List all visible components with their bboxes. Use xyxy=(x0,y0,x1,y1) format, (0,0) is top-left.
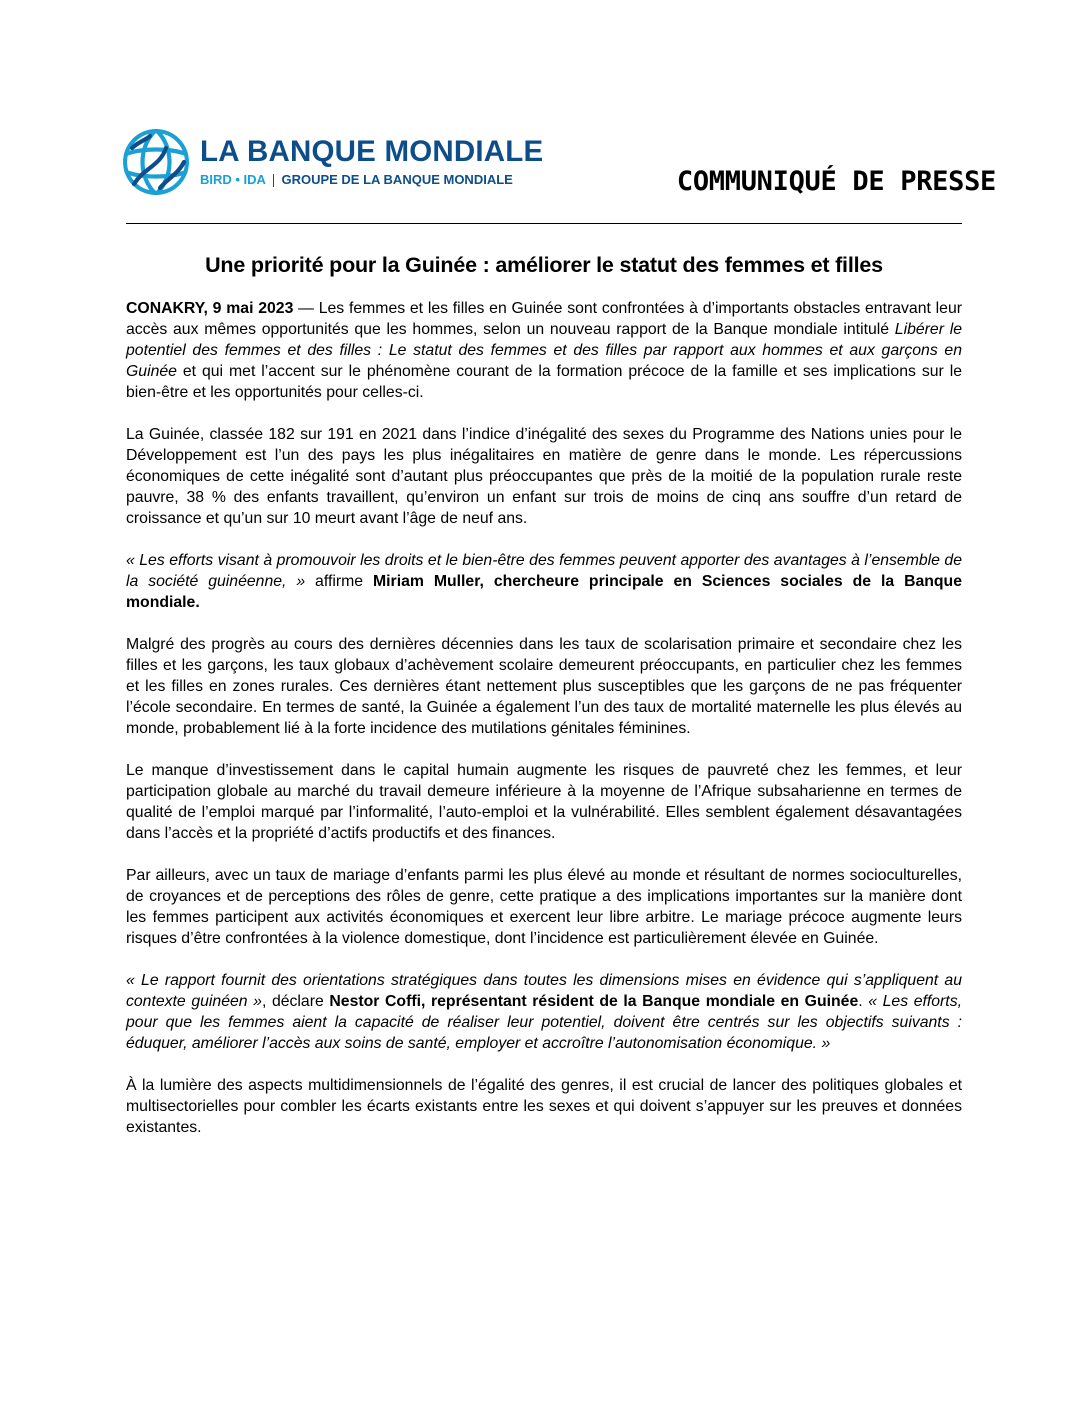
org-subtitle xyxy=(200,173,543,187)
quote-verb: , déclare xyxy=(261,993,330,1010)
logo-text xyxy=(200,137,543,187)
paragraph-text: — Les femmes et les filles en Guinée sont confrontées à d’importants obstacles entravant leur accès aux mêmes opportunités que les hommes, selon un nouveau rapport de la Banque mondiale intitulé xyxy=(126,300,962,338)
logo-separator xyxy=(273,174,275,187)
paragraph-marriage: Par ailleurs, avec un taux de mariage d’enfants parmi les plus élevé au monde et résultant de normes socioculturelles, de croyances et de perceptions des rôles de genre, cette pratique a des implications importantes sur la manière dont les femmes participent aux activités économiques et exercent leur libre arbitre. Le mariage précoce augmente leurs risques d’être confrontées à la violence domestique, dont l’incidence est particulièrement élevée en Guinée. xyxy=(126,867,962,947)
paragraph-conclusion: À la lumière des aspects multidimensionnels de l’égalité des genres, il est crucial de lancer des politiques globales et multisectorielles pour combler les écarts existants entre les sexes et qui doivent s’appuyer sur les preuves et données existantes. xyxy=(126,1077,962,1136)
dateline: CONAKRY, 9 mai 2023 xyxy=(126,300,294,317)
paragraph-intro xyxy=(126,298,962,403)
header-divider xyxy=(126,223,962,224)
paragraph-ranking: La Guinée, classée 182 sur 191 en 2021 dans l’indice d’inégalité des sexes du Programme des Nations unies pour le Développement est l’un des pays les plus inégalitaires en matière de genre dans le monde. Les répercussions économiques de cette inégalité sont d’autant plus préoccupantes que près de la moitié de la population rurale reste pauvre, 38 % des enfants travaillent, qu’environ un enfant sur trois de moins de cinq ans souffre d’un retard de croissance et qu’un sur 10 meurt avant l’âge de neuf ans. xyxy=(126,426,962,527)
document-type: COMMUNIQUÉ DE PRESSE xyxy=(676,166,996,197)
report-title: Libérer le potentiel des femmes et des filles : Le statut des femmes et des filles par rapport aux hommes et aux garçons en Guinée xyxy=(126,321,962,380)
quote: « Le rapport fournit des orientations stratégiques dans toutes les dimensions mises en évidence qui s’appliquent au contexte guinéen » xyxy=(126,972,962,1010)
speaker: Nestor Coffi, représentant résident de la Banque mondiale en Guinée xyxy=(329,993,859,1010)
quote-verb: affirme xyxy=(305,573,373,590)
bird-ida-label: BIRD • IDA xyxy=(200,172,266,187)
paragraph-quote-muller xyxy=(126,550,962,613)
group-label: GROUPE DE LA BANQUE MONDIALE xyxy=(281,172,513,187)
globe-icon xyxy=(120,126,192,198)
punctuation: . xyxy=(858,993,869,1010)
org-name: LA BANQUE MONDIALE xyxy=(200,135,544,168)
quote: « Les efforts visant à promouvoir les droits et le bien-être des femmes peuvent apporter des avantages à l’ensemble de la société guinéenne, » xyxy=(126,552,962,590)
quote: « Les efforts, pour que les femmes aient la capacité de réaliser leur potentiel, doivent être centrés sur les objectifs suivants : éduquer, améliorer l’accès aux soins de santé, employer et accroître l’autonomisation économique. » xyxy=(126,993,962,1052)
paragraph-education: Malgré des progrès au cours des dernières décennies dans les taux de scolarisation primaire et secondaire chez les filles et les garçons, les taux globaux d’achèvement scolaire demeurent préoccupants, en particulier chez les femmes et les filles en zones rurales. Ces dernières étant nettement plus susceptibles que les garçons de ne pas fréquenter l’école secondaire. En termes de santé, la Guinée a également l’un des taux de mortalité maternelle les plus élevés au monde, probablement lié à la forte incidence des mutilations génitales féminines. xyxy=(126,636,962,737)
page-title: Une priorité pour la Guinée : améliorer le statut des femmes et filles xyxy=(205,253,883,277)
paragraph-investment: Le manque d’investissement dans le capital humain augmente les risques de pauvreté chez les femmes, et leur participation globale au marché du travail demeure inférieure à la moyenne de l’Afrique subsaharienne en termes de qualité de l’emploi marqué par l’informalité, l’auto-emploi et la vulnérabilité. Elles semblent également désavantagées dans l’accès et la propriété d’actifs productifs et des finances. xyxy=(126,762,962,842)
speaker: Miriam Muller, chercheure principale en Sciences sociales de la Banque mondiale. xyxy=(126,573,962,611)
paragraph-text: et qui met l’accent sur le phénomène courant de la formation précoce de la famille et ses implications sur le bien-être et les opportunités pour celles-ci. xyxy=(126,363,962,401)
article-body xyxy=(126,298,962,1159)
paragraph-quote-coffi xyxy=(126,970,962,1054)
world-bank-logo xyxy=(120,126,543,198)
